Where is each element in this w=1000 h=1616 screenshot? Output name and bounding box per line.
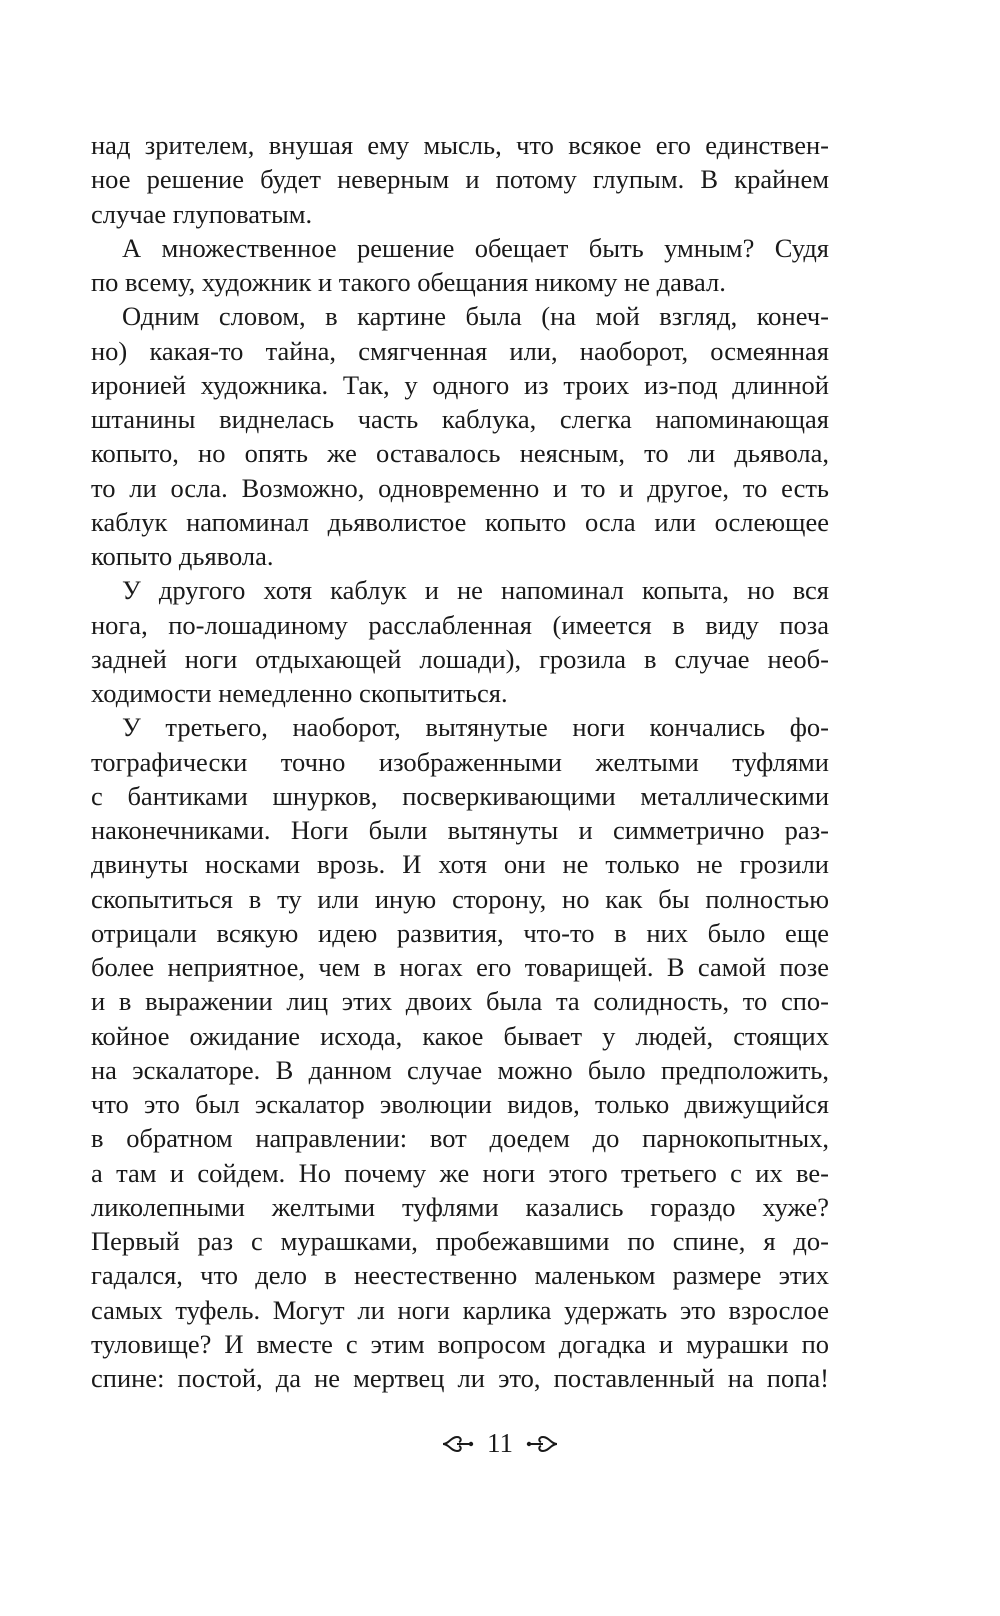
text-line: по всему, художник и такого обещания никому не давал. bbox=[91, 267, 726, 297]
text-line: копыто дьявола. bbox=[91, 541, 274, 571]
text-line: наконечниками. Ноги были вытянуты и симметрично раз- bbox=[91, 815, 829, 845]
text-line: туловище? И вместе с этим вопросом догадка и мурашки по bbox=[91, 1328, 829, 1359]
text-line: самых туфель. Могут ли ноги карлика удержать это взрослое bbox=[91, 1294, 829, 1325]
paragraph bbox=[91, 128, 829, 231]
text-line: случае глуповатым. bbox=[91, 198, 313, 229]
ornament-left-icon bbox=[441, 1433, 475, 1455]
text-line: ное решение будет неверным и потому глупым. В крайнем bbox=[91, 164, 829, 195]
text-line: скопытиться в ту или иную сторону, но как бы полностью bbox=[91, 883, 829, 914]
text-line: с бантиками шнурков, посверкивающими металлическими bbox=[91, 780, 829, 811]
paragraph bbox=[91, 573, 829, 710]
page-text bbox=[91, 128, 829, 1395]
text-line: задней ноги отдыхающей лошади), грозила в случае необ- bbox=[91, 643, 829, 674]
text-line: ликолепными желтыми туфлями казались гораздо хуже? bbox=[91, 1191, 829, 1222]
paragraph bbox=[91, 299, 829, 573]
paragraph bbox=[91, 710, 829, 1395]
text-line: над зрителем, внушая ему мысль, что всякое его единствен- bbox=[91, 130, 829, 160]
text-line: но) какая-то тайна, смягченная или, наоборот, осмеянная bbox=[91, 335, 829, 366]
text-line: двинуты носками врозь. И хотя они не только не грозили bbox=[91, 849, 829, 880]
text-line: Первый раз с мурашками, пробежавшими по спине, я до- bbox=[91, 1226, 829, 1256]
text-line: штанины виднелась часть каблука, слегка напоминающая bbox=[91, 404, 829, 434]
text-line: спине: постой, да не мертвец ли это, поставленный на попа! bbox=[91, 1363, 829, 1393]
text-line: ходимости немедленно скопытиться. bbox=[91, 678, 508, 708]
text-line: тографически точно изображенными желтыми туфлями bbox=[91, 746, 829, 777]
text-line: иронией художника. Так, у одного из троих из-под длинной bbox=[91, 369, 829, 400]
text-line: У третьего, наоборот, вытянутые ноги кончались фо- bbox=[122, 712, 829, 743]
text-line: каблук напоминал дьяволистое копыто осла или ослеющее bbox=[91, 506, 829, 537]
page-footer bbox=[0, 1428, 1000, 1459]
text-line: что это был эскалатор эволюции видов, только движущийся bbox=[91, 1089, 829, 1119]
page-number: 11 bbox=[487, 1428, 513, 1458]
text-line: Одним словом, в картине была (на мой взгляд, конеч- bbox=[122, 301, 829, 332]
text-line: то ли осла. Возможно, одновременно и то и другое, то есть bbox=[91, 472, 829, 503]
text-line: отрицали всякую идею развития, что-то в них было еще bbox=[91, 917, 829, 948]
text-line: на эскалаторе. В данном случае можно было предположить, bbox=[91, 1054, 829, 1085]
text-line: и в выражении лиц этих двоих была та солидность, то спо- bbox=[91, 986, 829, 1017]
ornament-right-icon bbox=[525, 1433, 559, 1455]
text-line: У другого хотя каблук и не напоминал копыта, но вся bbox=[122, 575, 829, 606]
text-line: а там и сойдем. Но почему же ноги этого третьего с их ве- bbox=[91, 1157, 829, 1188]
text-line: более неприятное, чем в ногах его товарищей. В самой позе bbox=[91, 952, 829, 982]
text-line: гадался, что дело в неестественно маленьком размере этих bbox=[91, 1260, 829, 1291]
text-line: нога, по-лошадиному расслабленная (имеется в виду поза bbox=[91, 609, 829, 640]
text-line: копыто, но опять же оставалось неясным, то ли дьявола, bbox=[91, 438, 829, 469]
paragraph bbox=[91, 231, 829, 300]
text-line: койное ожидание исхода, какое бывает у людей, стоящих bbox=[91, 1020, 829, 1051]
text-line: в обратном направлении: вот доедем до парнокопытных, bbox=[91, 1123, 829, 1154]
text-line: А множественное решение обещает быть умным? Судя bbox=[122, 232, 829, 263]
